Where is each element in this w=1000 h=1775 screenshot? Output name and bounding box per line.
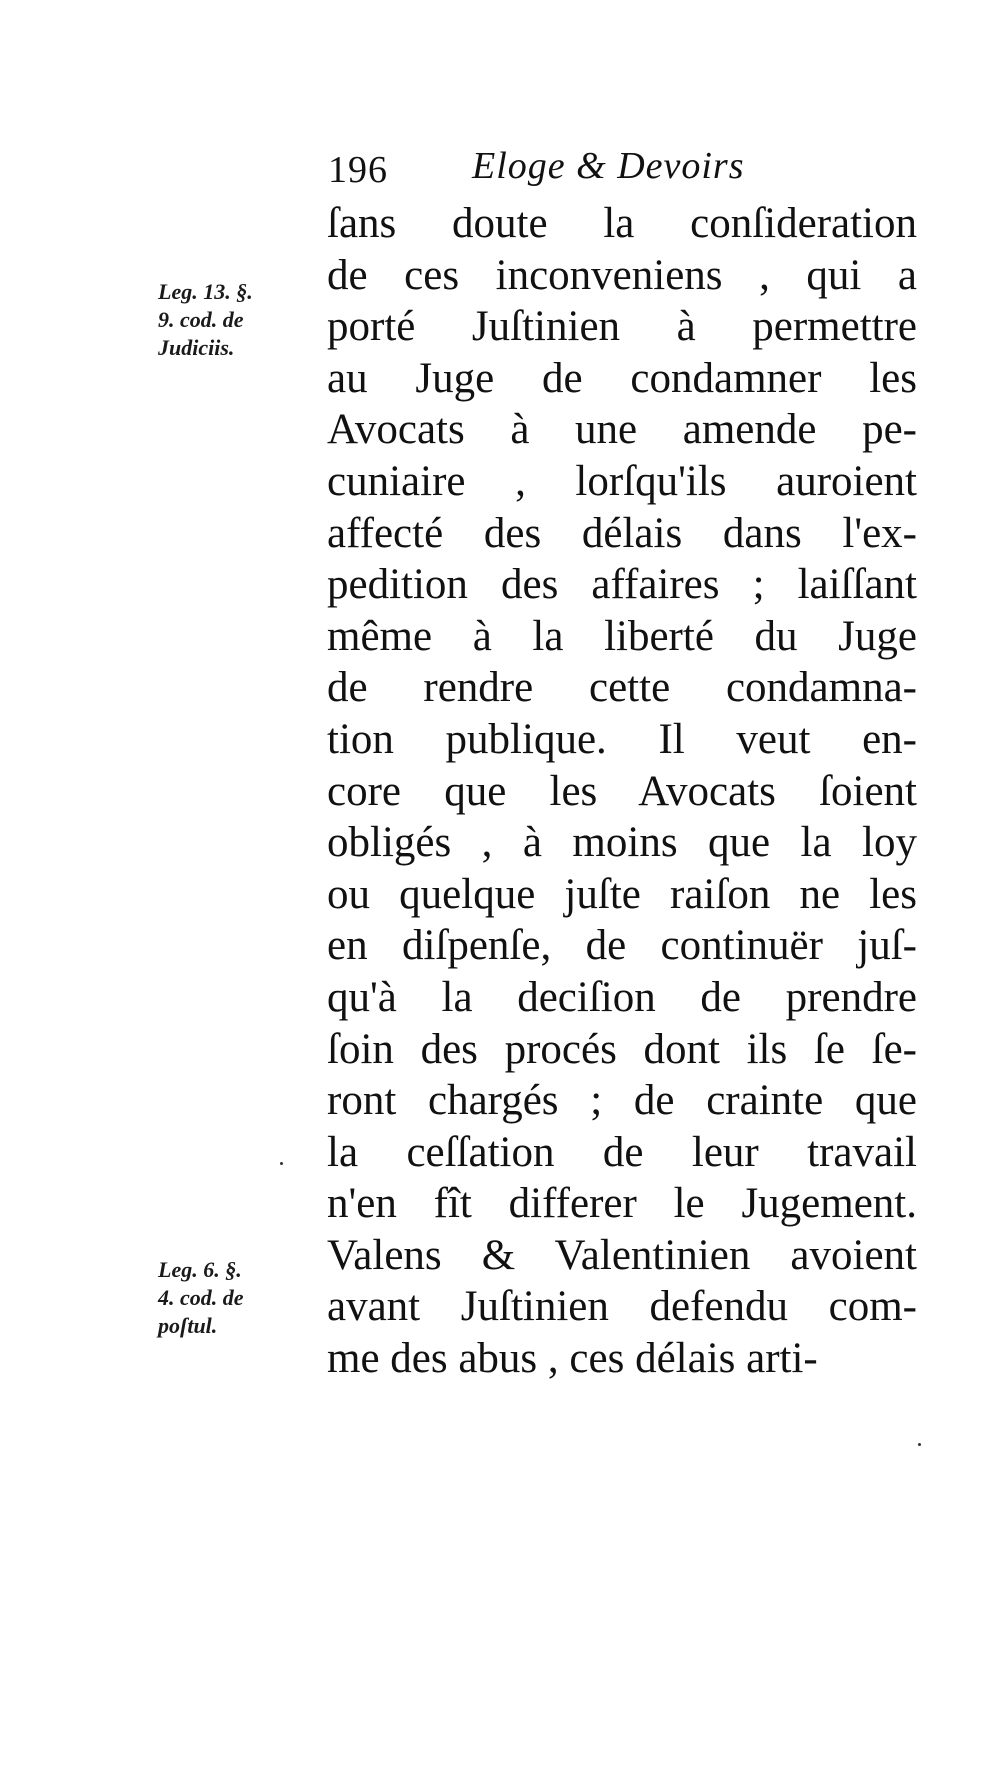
- margin-note-2: [158, 1256, 244, 1340]
- text-line: de ces inconveniens , qui a: [327, 251, 917, 299]
- paper-speck: [918, 1443, 921, 1446]
- margin-note-line: 9. cod. de: [158, 307, 244, 332]
- margin-note-1: [158, 278, 253, 362]
- text-line: même à la liberté du Juge: [327, 612, 917, 660]
- text-line: ſans doute la conſideration: [327, 200, 917, 247]
- text-line: core que les Avocats ſoient: [327, 767, 917, 815]
- text-line: obligés , à moins que la loy: [327, 819, 917, 867]
- text-line: Valens & Valentinien avoient: [327, 1231, 917, 1279]
- text-line: au Juge de condamner les: [327, 354, 917, 402]
- margin-note-line: Leg. 6. §.: [158, 1257, 242, 1282]
- text-line: en diſpenſe, de continuër juſ-: [327, 922, 917, 970]
- text-line: n'en fît differer le Jugement.: [327, 1180, 917, 1228]
- text-line: pedition des affaires ; laiſſant: [327, 561, 917, 609]
- text-line: cuniaire , lorſqu'ils auroient: [327, 457, 917, 505]
- text-line: tion publique. Il veut en-: [327, 715, 917, 763]
- text-line: qu'à la deciſion de prendre: [327, 973, 917, 1021]
- text-line: ront chargés ; de crainte que: [327, 1077, 917, 1125]
- running-head: Eloge & Devoirs: [472, 145, 745, 187]
- margin-note-line: 4. cod. de: [158, 1285, 244, 1310]
- page-number: 196: [328, 149, 388, 191]
- body-text: [327, 198, 917, 1385]
- text-line: ſoin des procés dont ils ſe ſe-: [327, 1025, 917, 1073]
- text-line: porté Juſtinien à permettre: [327, 303, 917, 351]
- text-line: ou quelque juſte raiſon ne les: [327, 870, 917, 918]
- text-line: avant Juſtinien defendu com-: [327, 1283, 917, 1331]
- margin-note-line: Judiciis.: [158, 335, 235, 360]
- page-header: [322, 140, 922, 200]
- paper-speck: [280, 1162, 283, 1165]
- text-line: Avocats à une amende pe-: [327, 406, 917, 454]
- margin-note-line: poſtul.: [158, 1313, 218, 1338]
- text-line: affecté des délais dans l'ex-: [327, 509, 917, 557]
- text-line: la ceſſation de leur travail: [327, 1128, 917, 1176]
- text-line: de rendre cette condamna-: [327, 664, 917, 712]
- text-line: me des abus , ces délais arti-: [327, 1335, 818, 1383]
- margin-note-line: Leg. 13. §.: [158, 279, 253, 304]
